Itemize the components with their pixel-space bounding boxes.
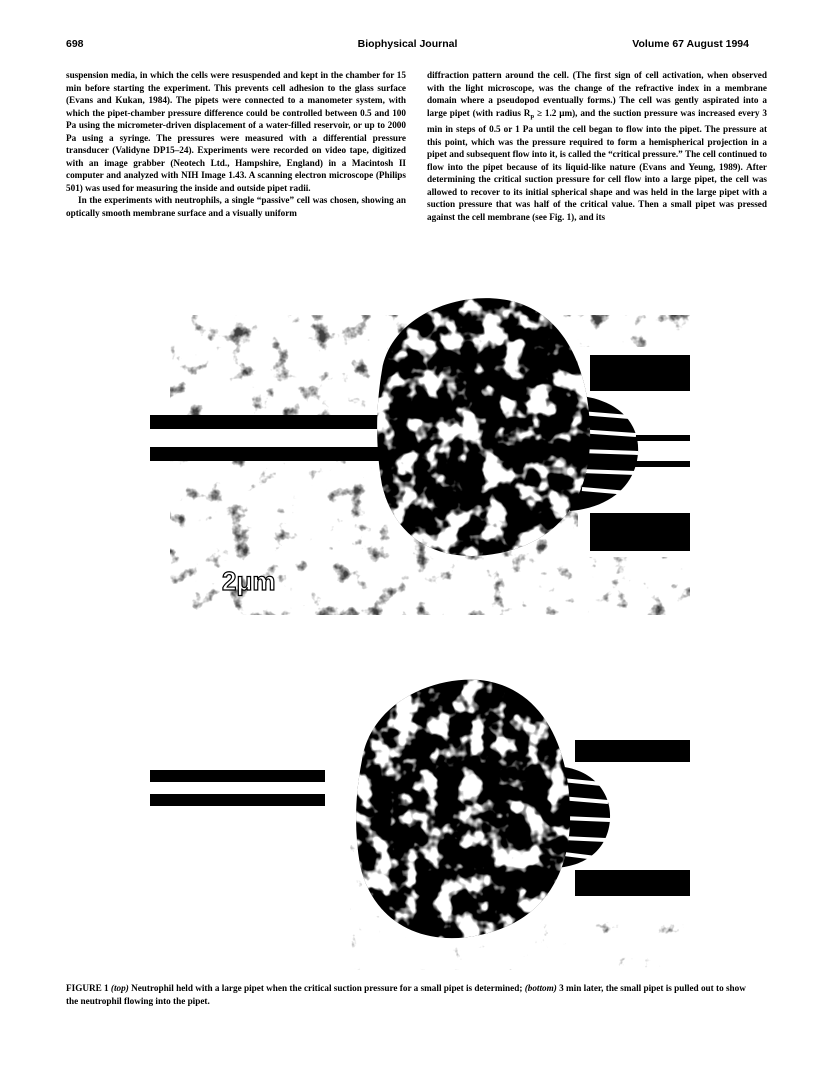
left-column	[66, 69, 406, 220]
left-paragraph-1: suspension media, in which the cells were resuspended and kept in the chamber for 15 min before starting the experiment. This prevents cell adhesion to the glass surface (Evans and Kukan, 1984). The pipets were connected to a manometer system, with which the pipet-chamber pressure difference could be controlled between 0.5 and 100 Pa using the micrometer-driven displacement of a water-filled reservoir, or up to 2000 Pa using a syringe. The pressures were measured with a differential pressure transducer (Validyne DP15–24). Experiments were recorded on video tape, digitized with an image grabber (Neotech Ltd., Hampshire, England) in a Macintosh II computer and analyzed with NIH Image 1.43. A scanning electron microscope (Philips 501) was used for measuring the inside and outside pipet radii.	[66, 70, 406, 193]
right-paragraph-1	[427, 69, 767, 224]
right-column	[427, 69, 767, 224]
caption-label: FIGURE 1	[66, 983, 109, 993]
figure-caption	[66, 982, 749, 1008]
right-paragraph-1a: diffraction pattern around the cell. (The first sign of cell activation, when observed with the light microscope, was the change of the refractive index in a membrane domain where a pseudopod eventually forms.) The cell was gently aspirated into a large pipet (with radius R	[427, 70, 767, 118]
right-paragraph-1b: ≥ 1.2 μm), and the suction pressure was increased every 3 min in steps of 0.5 or 1 Pa until the cell began to flow into the pipet. The pressure at this point, which was the pressure required to form a hemispherical projection in a pipet and subsequent flow into it, is called the “critical pressure.” The cell continued to flow into the pipet because of its liquid-like nature (Evans and Yeung, 1989). After determining the critical suction pressure for cell flow into a large pipet, the cell was allowed to recover to its initial spherical shape and was held in the large pipet with a suction pressure that was half of the critical value. Then a small pipet was pressed against the cell membrane (see Fig. 1), and its	[427, 107, 767, 223]
micrograph-bottom-image	[150, 670, 690, 970]
journal-name: Biophysical Journal	[357, 38, 458, 50]
page-number: 698	[66, 38, 84, 50]
micrograph-bottom	[150, 670, 690, 970]
micrograph-top	[150, 285, 690, 625]
volume-info: Volume 67 August 1994	[632, 38, 749, 50]
scale-bar-label: 2μm	[222, 566, 276, 596]
left-paragraph-2: In the experiments with neutrophils, a single “passive” cell was chosen, showing an optically smooth membrane surface and a visually uniform	[66, 195, 406, 219]
caption-text-2: 3 min later, the small pipet is pulled out to show the neutrophil flowing into the pipet.	[66, 983, 746, 1006]
radius-subscript: p	[530, 112, 535, 120]
running-header	[66, 38, 749, 52]
micrograph-top-image	[150, 285, 690, 625]
caption-top-tag: (top)	[110, 983, 129, 993]
caption-bottom-tag: (bottom)	[524, 983, 557, 993]
caption-text-1: Neutrophil held with a large pipet when the critical suction pressure for a small pipet is determined;	[128, 983, 525, 993]
